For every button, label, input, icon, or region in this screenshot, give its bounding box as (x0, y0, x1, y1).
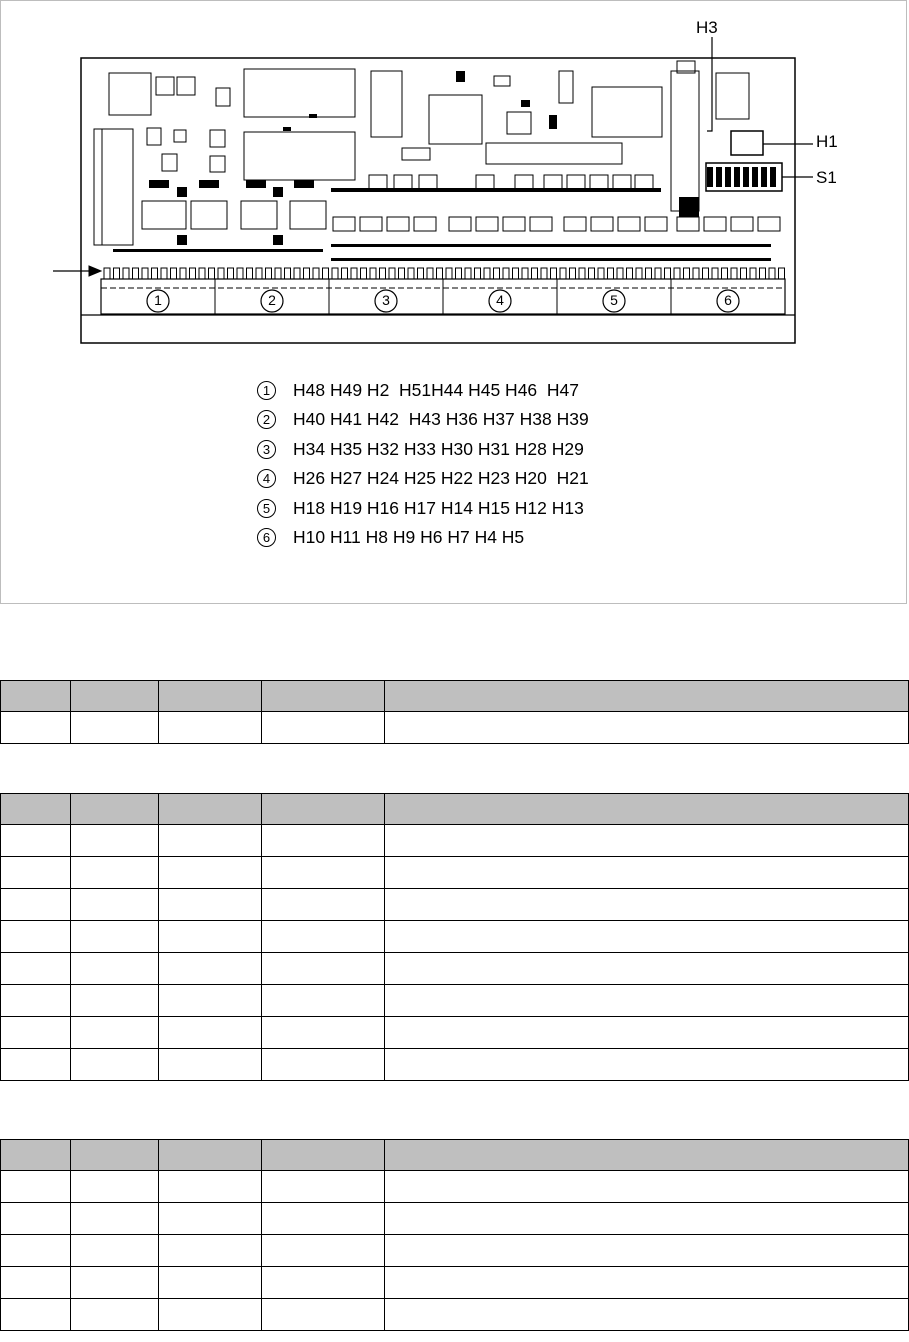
legend-number: 1 (257, 381, 276, 400)
connector-number: 3 (382, 292, 390, 308)
table-row (1, 1235, 909, 1267)
legend (257, 377, 589, 554)
table-header-row (1, 794, 909, 825)
legend-row (257, 407, 589, 433)
table-row (1, 825, 909, 857)
legend-text: H34 H35 H32 H33 H30 H31 H28 H29 (293, 438, 584, 459)
table-row (1, 1171, 909, 1203)
legend-row (257, 466, 589, 492)
table-row (1, 889, 909, 921)
table-row (1, 1203, 909, 1235)
legend-row (257, 377, 589, 403)
table-row (1, 1049, 909, 1081)
table-header-row (1, 1140, 909, 1171)
legend-text: H26 H27 H24 H25 H22 H23 H20 H21 (293, 468, 589, 488)
callout-h1: H1 (816, 132, 838, 151)
table-row (1, 985, 909, 1017)
table-row (1, 1017, 909, 1049)
table-row (1, 953, 909, 985)
table-row (1, 857, 909, 889)
legend-row (257, 436, 589, 462)
table-row (1, 1267, 909, 1299)
table-row (1, 1299, 909, 1331)
connector-number: 4 (496, 292, 504, 308)
table-2 (0, 793, 909, 1081)
legend-number: 6 (257, 528, 276, 547)
table-row (1, 921, 909, 953)
legend-text: H10 H11 H8 H9 H6 H7 H4 H5 (293, 527, 525, 547)
connector-number: 5 (610, 292, 618, 308)
legend-number: 2 (257, 410, 276, 429)
legend-text: H40 H41 H42 H43 H36 H37 H38 H39 (293, 409, 589, 429)
legend-row (257, 495, 589, 521)
legend-number: 5 (257, 499, 276, 518)
callout-s1: S1 (816, 168, 837, 187)
callout-h3: H3 (696, 18, 718, 37)
connector-number: 1 (154, 292, 162, 308)
table-header-row (1, 681, 909, 712)
table-row (1, 712, 909, 744)
legend-row (257, 525, 589, 551)
table-3 (0, 1139, 909, 1331)
table-1 (0, 680, 909, 744)
connector-number: 6 (724, 292, 732, 308)
legend-number: 3 (257, 440, 276, 459)
legend-number: 4 (257, 469, 276, 488)
legend-text: H18 H19 H16 H17 H14 H15 H12 H13 (293, 497, 584, 518)
legend-text: H48 H49 H2 H51H44 H45 H46 H47 (293, 379, 579, 400)
connector-number: 2 (268, 292, 276, 308)
circuit-board-figure (0, 0, 907, 604)
